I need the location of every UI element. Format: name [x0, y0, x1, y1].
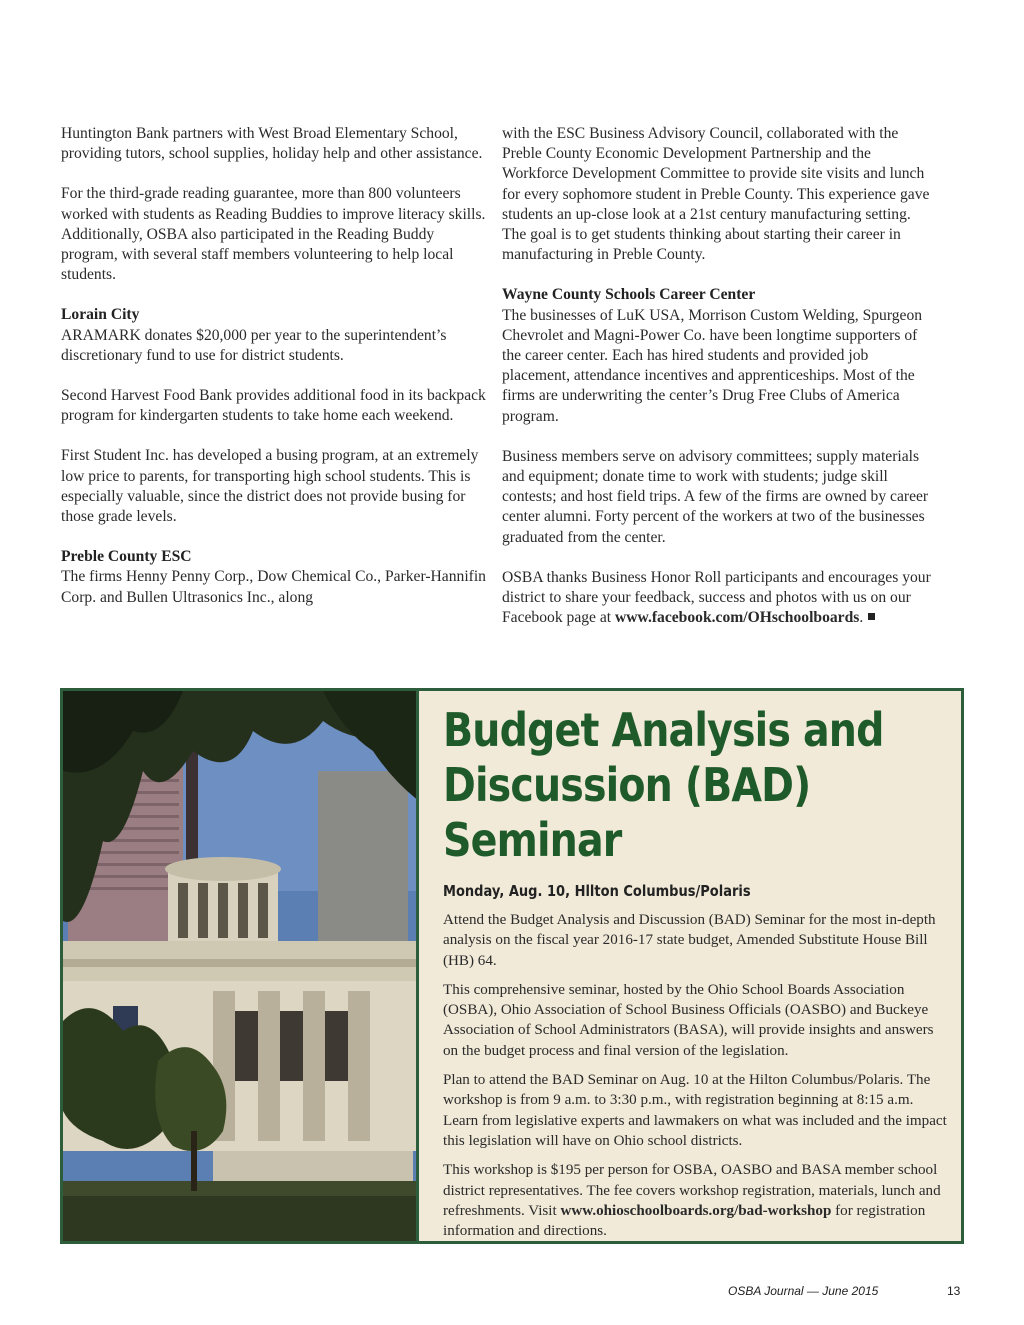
workshop-link[interactable]: www.ohioschoolboards.org/bad-workshop	[560, 1202, 832, 1219]
closing-paragraph: OSBA thanks Business Honor Roll participants and encourages your district to share your feedback, success and photos with us on our Facebook page at www.facebook.com/OHschoolboards.	[502, 568, 931, 627]
closing-text: OSBA thanks Business Honor Roll participants and encourages your district to share your feedback, success and photos with us on our Facebook page at	[502, 568, 931, 627]
facebook-link[interactable]: www.facebook.com/OHschoolboards	[615, 609, 860, 627]
aramark-paragraph: ARAMARK donates $20,000 per year to the superintendent’s discretionary fund to use for district students.	[61, 326, 447, 364]
end-mark-icon	[868, 613, 875, 620]
wayne-county-heading: Wayne County Schools Career Center	[502, 286, 756, 304]
seminar-intro-paragraph: Attend the Budget Analysis and Discussion (BAD) Seminar for the most in-depth analysis on the fiscal year 2016-17 state budget, Amended Substitute House Bill (HB) 64.	[443, 912, 936, 969]
business-members-paragraph: Business members serve on advisory committees; supply materials and equipment; donate time to work with students; judge skill contests; and host field trips. A few of the firms are owned by career center alumni. Forty percent of the workers at two of the businesses graduated from the center.	[502, 447, 929, 546]
footer-journal-title: OSBA Journal — June 2015	[728, 1284, 879, 1298]
huntington-paragraph: Huntington Bank partners with West Broad Elementary School, providing tutors, school supplies, holiday help and other assistance.	[61, 125, 483, 163]
wayne-businesses-paragraph: The businesses of LuK USA, Morrison Custom Welding, Spurgeon Chevrolet and Magni-Power Co. have been longtime supporters of the career center. Each has hired students and provided job placement, attendance incentives and apprenticeships. Most of the firms are underwriting the center’s Drug Free Clubs of America program.	[502, 306, 923, 425]
seminar-hosts-paragraph: This comprehensive seminar, hosted by the Ohio School Boards Association (OSBA), Ohio Association of School Business Officials (OASBO) and Buckeye Association of School Administrators (BASA), will provide insights and answers on the budget process and final version of the legislation.	[443, 981, 934, 1059]
left-column	[61, 124, 491, 628]
page-number: 13	[947, 1284, 961, 1298]
preble-firms-paragraph: The firms Henny Penny Corp., Dow Chemical Co., Parker-Hannifin Corp. and Bullen Ultrasonics Inc., along	[61, 568, 486, 606]
seminar-box	[60, 688, 964, 1244]
ohio-statehouse-photo	[63, 691, 419, 1241]
seminar-schedule-paragraph: Plan to attend the BAD Seminar on Aug. 10 at the Hilton Columbus/Polaris. The workshop is from 9 a.m. to 3:30 p.m., with registration beginning at 8:15 a.m. Learn from legislative experts and lawmakers on what was included and the impact this legislation will have on Ohio school districts.	[443, 1072, 947, 1149]
seminar-date: Monday, Aug. 10, Hllton Columbus/Polaris	[443, 882, 751, 900]
seminar-fee-paragraph	[443, 1160, 947, 1241]
preble-continued-paragraph: with the ESC Business Advisory Council, collaborated with the Preble County Economic Development Partnership and the Workforce Development Committee to provide site visits and lunch for every sophomore student in Preble County. This experience gave students an up-close look at a 21st century manufacturing setting. The goal is to get students thinking about starting their career in manufacturing in Preble County.	[502, 125, 930, 264]
lorain-city-heading: Lorain City	[61, 306, 140, 324]
seminar-fee-end: for registration information and directions.	[443, 1202, 926, 1240]
preble-county-heading: Preble County ESC	[61, 548, 192, 566]
food-bank-paragraph: Second Harvest Food Bank provides additional food in its backpack program for kindergarten students to take home each weekend.	[61, 387, 486, 425]
seminar-fee-text: This workshop is $195 per person for OSBA, OASBO and BASA member school district representatives. The fee covers workshop registration, materials, lunch and refreshments. Visit	[443, 1162, 941, 1219]
right-column	[502, 124, 932, 648]
busing-paragraph: First Student Inc. has developed a busing program, at an extremely low price to parents, for transporting high school students. This is especially valuable, since the district does not provide busing for those grade levels.	[61, 447, 479, 526]
seminar-title: Budget Analysis and Discussion (BAD) Seminar	[443, 703, 884, 867]
seminar-content	[443, 703, 947, 1250]
reading-guarantee-paragraph: For the third-grade reading guarantee, more than 800 volunteers worked with students as Reading Buddies to improve literacy skills. Additionally, OSBA also participated in the Reading Buddy program, with several staff members volunteering to help local students.	[61, 185, 486, 284]
